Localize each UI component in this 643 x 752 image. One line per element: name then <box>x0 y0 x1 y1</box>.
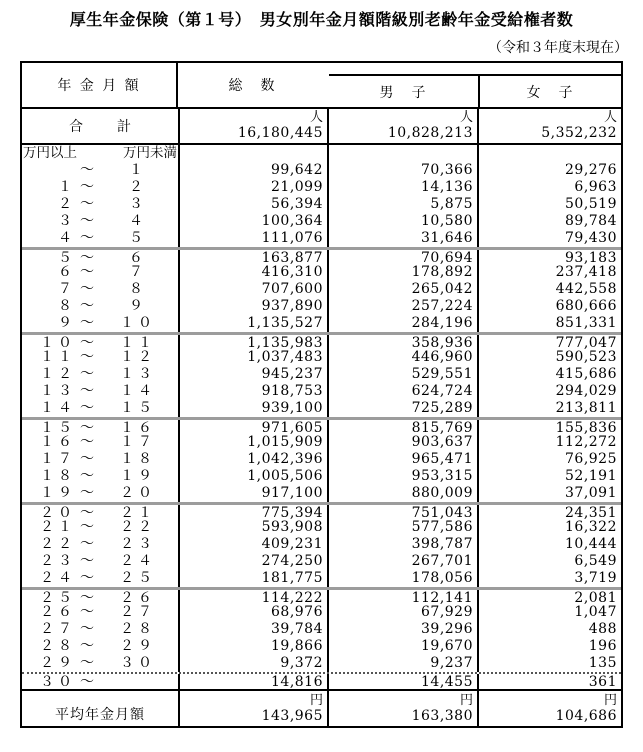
empty-cell <box>477 145 621 162</box>
range-tilde: ～ <box>80 468 94 484</box>
table-row <box>22 247 621 264</box>
table-row <box>22 298 621 315</box>
table-row <box>22 349 621 366</box>
female-cell: 79,430 <box>477 230 621 247</box>
female-cell: 37,091 <box>477 485 621 502</box>
male-female-header-box <box>329 74 621 107</box>
range-cell <box>22 298 178 315</box>
table-row <box>22 264 621 281</box>
table-row <box>22 366 621 383</box>
range-high: ６ <box>129 250 147 264</box>
range-unit-labels <box>22 145 178 162</box>
table-row <box>22 400 621 417</box>
unit-yen: 円 <box>459 693 473 708</box>
average-male-value: 163,380 <box>411 708 473 724</box>
table-row <box>22 468 621 485</box>
grand-total-male-cell <box>327 109 477 143</box>
range-high: １２ <box>120 349 156 365</box>
range-low: ３ <box>58 213 76 229</box>
total-cell: 937,890 <box>178 298 327 315</box>
grand-total-female-value: 5,352,232 <box>541 125 617 141</box>
table-row <box>22 502 621 519</box>
range-tilde: ～ <box>80 621 94 637</box>
range-cell <box>22 674 178 689</box>
total-cell: 114,222 <box>178 590 327 604</box>
male-cell: 577,586 <box>327 519 477 536</box>
female-cell: 24,351 <box>477 505 621 519</box>
range-tilde: ～ <box>80 604 94 620</box>
female-cell: 52,191 <box>477 468 621 485</box>
range-low: １５ <box>40 420 76 434</box>
range-low: ２８ <box>40 638 76 654</box>
range-cell <box>22 655 178 672</box>
table-row <box>22 570 621 587</box>
male-cell: 67,929 <box>327 604 477 621</box>
range-cell <box>22 420 178 434</box>
female-cell: 3,719 <box>477 570 621 587</box>
range-tilde: ～ <box>80 162 94 178</box>
range-low: １３ <box>40 383 76 399</box>
total-cell: 416,310 <box>178 264 327 281</box>
total-cell: 14,816 <box>178 674 327 689</box>
female-cell: 16,322 <box>477 519 621 536</box>
male-cell: 14,136 <box>327 179 477 196</box>
female-cell: 6,549 <box>477 553 621 570</box>
table-row <box>22 485 621 502</box>
male-cell: 267,701 <box>327 553 477 570</box>
total-cell: 707,600 <box>178 281 327 298</box>
male-cell: 112,141 <box>327 590 477 604</box>
female-cell: 361 <box>477 674 621 689</box>
range-low: ５ <box>58 250 76 264</box>
table-row <box>22 383 621 400</box>
range-high: ２０ <box>120 485 156 501</box>
male-cell: 178,892 <box>327 264 477 281</box>
range-cell <box>22 485 178 502</box>
total-cell: 971,605 <box>178 420 327 434</box>
average-total-cell <box>178 691 327 726</box>
female-cell: 294,029 <box>477 383 621 400</box>
range-tilde: ～ <box>80 179 94 195</box>
total-cell: 19,866 <box>178 638 327 655</box>
range-tilde: ～ <box>80 674 94 689</box>
total-cell: 181,775 <box>178 570 327 587</box>
range-high: １１ <box>120 335 156 349</box>
range-low: ６ <box>58 264 76 280</box>
total-cell: 775,394 <box>178 505 327 519</box>
male-cell: 5,875 <box>327 196 477 213</box>
range-cell <box>22 553 178 570</box>
range-tilde: ～ <box>80 349 94 365</box>
range-high: ３ <box>129 196 147 212</box>
range-high: ２１ <box>120 505 156 519</box>
range-high: ２７ <box>120 604 156 620</box>
unit-persons: 人 <box>603 110 617 125</box>
total-cell: 409,231 <box>178 536 327 553</box>
range-cell <box>22 335 178 349</box>
female-cell: 590,523 <box>477 349 621 366</box>
range-low: ２ <box>58 196 76 212</box>
page-title: 厚生年金保険（第１号） 男女別年金月額階級別老齢年金受給権者数 <box>69 10 574 29</box>
range-cell <box>22 315 178 332</box>
range-cell <box>22 366 178 383</box>
range-cell <box>22 179 178 196</box>
male-cell: 284,196 <box>327 315 477 332</box>
male-cell: 257,224 <box>327 298 477 315</box>
total-cell: 593,908 <box>178 519 327 536</box>
table-row <box>22 553 621 570</box>
range-tilde: ～ <box>80 298 94 314</box>
total-cell: 163,877 <box>178 250 327 264</box>
range-unit-header-row <box>22 145 621 162</box>
table-row <box>22 655 621 672</box>
range-low: ３０ <box>40 674 76 689</box>
male-cell: 725,289 <box>327 400 477 417</box>
table-header-row <box>22 63 621 109</box>
range-low: １９ <box>40 485 76 501</box>
range-tilde: ～ <box>80 230 94 246</box>
range-high: ５ <box>129 230 147 246</box>
range-low: ７ <box>58 281 76 297</box>
range-low: １０ <box>40 335 76 349</box>
total-cell: 68,976 <box>178 604 327 621</box>
range-low: ２６ <box>40 604 76 620</box>
range-low: ２３ <box>40 553 76 569</box>
male-cell: 965,471 <box>327 451 477 468</box>
female-cell: 112,272 <box>477 434 621 451</box>
table-row <box>22 162 621 179</box>
range-high: ２９ <box>120 638 156 654</box>
range-high: ４ <box>129 213 147 229</box>
range-cell <box>22 213 178 230</box>
total-cell: 39,784 <box>178 621 327 638</box>
range-tilde: ～ <box>80 536 94 552</box>
average-label: 平均年金月額 <box>55 707 145 723</box>
range-high: １ <box>129 162 147 178</box>
female-cell: 29,276 <box>477 162 621 179</box>
male-cell: 624,724 <box>327 383 477 400</box>
range-high: ９ <box>129 298 147 314</box>
range-low <box>22 162 76 179</box>
range-low: ２１ <box>40 519 76 535</box>
table-row <box>22 213 621 230</box>
range-tilde: ～ <box>80 281 94 297</box>
empty-cell <box>327 145 477 162</box>
range-high: ２ <box>129 179 147 195</box>
range-high: １６ <box>120 420 156 434</box>
range-low: ２４ <box>40 570 76 586</box>
male-cell: 953,315 <box>327 468 477 485</box>
average-total-value: 143,965 <box>261 708 323 724</box>
range-low: １７ <box>40 451 76 467</box>
range-cell <box>22 536 178 553</box>
col-header-range: 年 金 月 額 <box>22 63 178 107</box>
total-cell: 100,364 <box>178 213 327 230</box>
range-low: ４ <box>58 230 76 246</box>
range-cell <box>22 230 178 247</box>
range-tilde: ～ <box>80 196 94 212</box>
total-cell: 1,135,983 <box>178 335 327 349</box>
total-cell: 939,100 <box>178 400 327 417</box>
range-tilde: ～ <box>80 213 94 229</box>
total-cell: 918,753 <box>178 383 327 400</box>
col-header-total: 総 数 <box>228 78 277 94</box>
range-low: １２ <box>40 366 76 382</box>
range-low: １１ <box>40 349 76 365</box>
male-cell: 815,769 <box>327 420 477 434</box>
male-cell: 19,670 <box>327 638 477 655</box>
total-cell: 1,015,909 <box>178 434 327 451</box>
range-unit-upper: 万円未満 <box>123 145 177 161</box>
male-cell: 265,042 <box>327 281 477 298</box>
male-cell: 178,056 <box>327 570 477 587</box>
average-female-value: 104,686 <box>555 708 617 724</box>
unit-persons: 人 <box>459 110 473 125</box>
range-tilde: ～ <box>80 451 94 467</box>
range-tilde: ～ <box>80 315 94 331</box>
range-high: ２３ <box>120 536 156 552</box>
total-cell: 1,042,396 <box>178 451 327 468</box>
female-cell: 135 <box>477 655 621 672</box>
range-high: １４ <box>120 383 156 399</box>
table-row <box>22 281 621 298</box>
range-low: ２７ <box>40 621 76 637</box>
male-cell: 903,637 <box>327 434 477 451</box>
average-row <box>22 689 621 726</box>
col-header-male: 男 子 <box>379 84 428 101</box>
range-high: １９ <box>120 468 156 484</box>
grand-total-total-cell <box>178 109 327 143</box>
female-cell: 2,081 <box>477 590 621 604</box>
female-cell: 155,836 <box>477 420 621 434</box>
empty-cell <box>178 145 327 162</box>
range-cell <box>22 519 178 536</box>
male-cell: 398,787 <box>327 536 477 553</box>
range-cell <box>22 162 178 179</box>
pension-table <box>20 61 623 728</box>
table-row <box>22 417 621 434</box>
range-cell <box>22 400 178 417</box>
total-cell: 111,076 <box>178 230 327 247</box>
grand-total-row <box>22 109 621 145</box>
male-cell: 358,936 <box>327 335 477 349</box>
female-cell: 851,331 <box>477 315 621 332</box>
range-high: ３０ <box>120 655 156 671</box>
total-cell: 917,100 <box>178 485 327 502</box>
data-rows <box>22 162 621 689</box>
range-cell <box>22 638 178 655</box>
range-high: ７ <box>129 264 147 280</box>
range-low: １ <box>58 179 76 195</box>
range-tilde: ～ <box>80 570 94 586</box>
total-cell: 274,250 <box>178 553 327 570</box>
range-cell <box>22 434 178 451</box>
range-low: １４ <box>40 400 76 416</box>
range-low: ２２ <box>40 536 76 552</box>
range-cell <box>22 505 178 519</box>
table-row <box>22 519 621 536</box>
range-low: ２９ <box>40 655 76 671</box>
female-cell: 488 <box>477 621 621 638</box>
table-row <box>22 332 621 349</box>
range-tilde: ～ <box>80 250 94 264</box>
range-tilde: ～ <box>80 335 94 349</box>
range-cell <box>22 383 178 400</box>
range-tilde: ～ <box>80 553 94 569</box>
range-tilde: ～ <box>80 366 94 382</box>
table-row <box>22 451 621 468</box>
range-low: １８ <box>40 468 76 484</box>
range-tilde: ～ <box>80 400 94 416</box>
table-row <box>22 621 621 638</box>
range-tilde: ～ <box>80 420 94 434</box>
range-high: １３ <box>120 366 156 382</box>
range-high: ８ <box>129 281 147 297</box>
grand-total-total-value: 16,180,445 <box>237 125 323 141</box>
grand-total-male-value: 10,828,213 <box>387 125 473 141</box>
table-row <box>22 179 621 196</box>
range-cell <box>22 570 178 587</box>
total-cell: 1,005,506 <box>178 468 327 485</box>
range-low: ９ <box>58 315 76 331</box>
female-cell: 50,519 <box>477 196 621 213</box>
male-cell: 751,043 <box>327 505 477 519</box>
range-high: ２８ <box>120 621 156 637</box>
total-cell: 9,372 <box>178 655 327 672</box>
range-tilde: ～ <box>80 519 94 535</box>
total-cell: 21,099 <box>178 179 327 196</box>
average-female-cell <box>477 691 621 726</box>
table-row <box>22 536 621 553</box>
range-tilde: ～ <box>80 505 94 519</box>
table-row <box>22 672 621 689</box>
table-row <box>22 587 621 604</box>
grand-total-female-cell <box>477 109 621 143</box>
range-high: １０ <box>120 315 156 331</box>
range-cell <box>22 604 178 621</box>
range-high: ２４ <box>120 553 156 569</box>
table-row <box>22 434 621 451</box>
range-cell <box>22 621 178 638</box>
female-cell: 213,811 <box>477 400 621 417</box>
range-tilde: ～ <box>80 264 94 280</box>
female-cell: 93,183 <box>477 250 621 264</box>
grand-total-label: 合 計 <box>69 119 141 135</box>
range-tilde: ～ <box>80 434 94 450</box>
range-cell <box>22 590 178 604</box>
range-tilde: ～ <box>80 485 94 501</box>
male-cell: 14,455 <box>327 674 477 689</box>
table-row <box>22 196 621 213</box>
range-high: ２２ <box>120 519 156 535</box>
range-tilde: ～ <box>80 638 94 654</box>
total-cell: 1,135,527 <box>178 315 327 332</box>
range-high: １５ <box>120 400 156 416</box>
range-low: ２５ <box>40 590 76 604</box>
table-row <box>22 638 621 655</box>
female-cell: 196 <box>477 638 621 655</box>
male-cell: 529,551 <box>327 366 477 383</box>
female-cell: 1,047 <box>477 604 621 621</box>
male-cell: 70,694 <box>327 250 477 264</box>
range-unit-lower: 万円以上 <box>23 145 77 161</box>
range-cell <box>22 451 178 468</box>
male-cell: 446,960 <box>327 349 477 366</box>
range-cell <box>22 349 178 366</box>
as-of-date: （令和３年度末現在） <box>488 40 628 56</box>
total-cell: 1,037,483 <box>178 349 327 366</box>
female-cell: 10,444 <box>477 536 621 553</box>
female-cell: 777,047 <box>477 335 621 349</box>
total-cell: 99,642 <box>178 162 327 179</box>
average-male-cell <box>327 691 477 726</box>
male-cell: 39,296 <box>327 621 477 638</box>
male-cell: 880,009 <box>327 485 477 502</box>
range-cell <box>22 196 178 213</box>
female-cell: 415,686 <box>477 366 621 383</box>
range-low: ２０ <box>40 505 76 519</box>
female-cell: 6,963 <box>477 179 621 196</box>
total-cell: 945,237 <box>178 366 327 383</box>
table-row <box>22 315 621 332</box>
total-cell: 56,394 <box>178 196 327 213</box>
female-cell: 237,418 <box>477 264 621 281</box>
range-tilde: ～ <box>80 590 94 604</box>
range-tilde: ～ <box>80 655 94 671</box>
male-cell: 10,580 <box>327 213 477 230</box>
male-cell: 9,237 <box>327 655 477 672</box>
table-row <box>22 230 621 247</box>
female-cell: 89,784 <box>477 213 621 230</box>
range-high <box>98 674 178 689</box>
range-cell <box>22 468 178 485</box>
range-cell <box>22 281 178 298</box>
male-cell: 31,646 <box>327 230 477 247</box>
female-cell: 680,666 <box>477 298 621 315</box>
female-cell: 76,925 <box>477 451 621 468</box>
range-cell <box>22 264 178 281</box>
range-high: ２６ <box>120 590 156 604</box>
range-high: １８ <box>120 451 156 467</box>
unit-yen: 円 <box>309 693 323 708</box>
male-cell: 70,366 <box>327 162 477 179</box>
range-low: １６ <box>40 434 76 450</box>
unit-yen: 円 <box>603 693 617 708</box>
range-high: １７ <box>120 434 156 450</box>
range-low: ８ <box>58 298 76 314</box>
table-row <box>22 604 621 621</box>
range-cell <box>22 250 178 264</box>
unit-persons: 人 <box>309 110 323 125</box>
female-cell: 442,558 <box>477 281 621 298</box>
range-high: ２５ <box>120 570 156 586</box>
col-header-female: 女 子 <box>478 76 621 107</box>
range-tilde: ～ <box>80 383 94 399</box>
